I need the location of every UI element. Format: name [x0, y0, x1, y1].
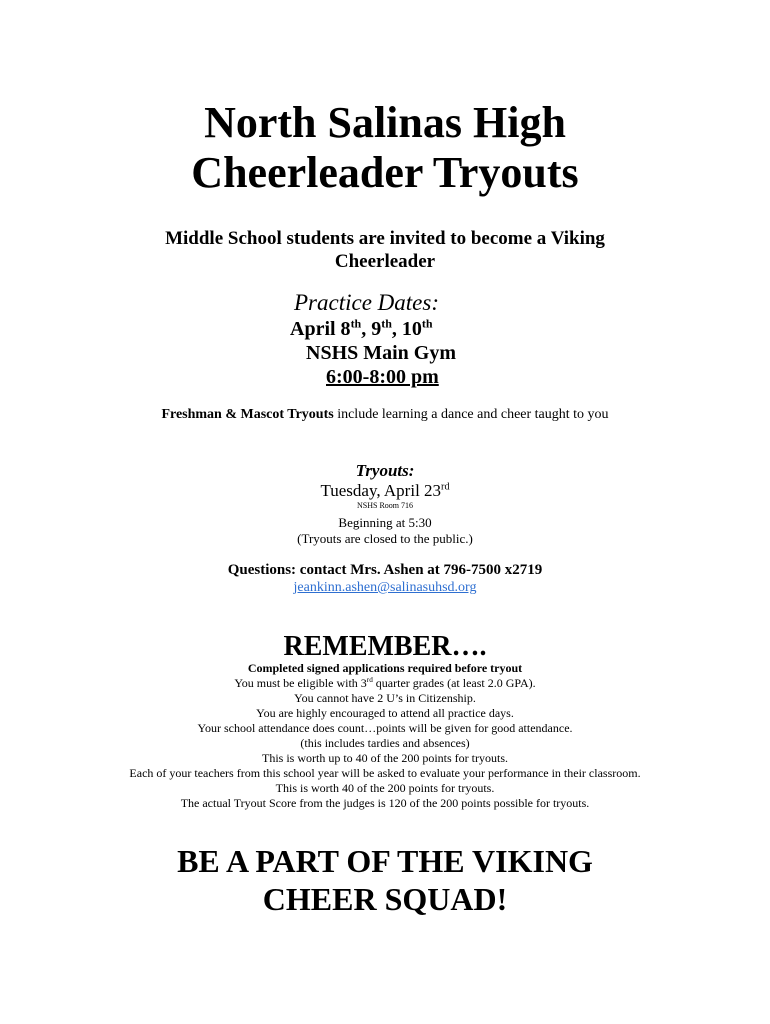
contact-email-link[interactable]: jeankinn.ashen@salinasuhsd.org: [293, 580, 477, 595]
remember-heading: REMEMBER….: [283, 631, 487, 662]
list-item: You cannot have 2 U’s in Citizenship.: [294, 691, 476, 705]
date-9: , 9: [361, 318, 382, 340]
invitation-line-1: Middle School students are invited to become a Viking: [165, 228, 605, 249]
remember-subheading: Completed signed applications required before tryout: [247, 661, 523, 675]
practice-dates-block: [290, 289, 510, 389]
contact-email-line: [0, 579, 770, 597]
date-ordinal-10: th: [421, 316, 433, 331]
tryout-start-time: Beginning at 5:30: [338, 515, 432, 530]
date-ordinal-9: th: [381, 316, 392, 331]
tryout-date-text: Tuesday, April 23: [320, 481, 442, 500]
list-item: Your school attendance does count…points will be given for good attendance.: [197, 721, 573, 735]
page-title: [0, 98, 770, 198]
title-line-1: North Salinas High: [204, 98, 566, 147]
tryouts-label: Tryouts:: [355, 461, 415, 480]
practice-dates-list: [290, 317, 510, 341]
contact-questions: Questions: contact Mrs. Ashen at 796-7500 x2719: [227, 562, 543, 578]
closing-slogan-line-2: CHEER SQUAD!: [262, 881, 508, 917]
eligibility-ordinal: rd: [366, 676, 373, 684]
freshman-mascot-label: Freshman & Mascot Tryouts: [161, 407, 334, 422]
date-april-8: April 8: [290, 318, 351, 340]
practice-time: 6:00-8:00 pm: [326, 366, 439, 388]
list-item: [0, 676, 770, 691]
list-item: The actual Tryout Score from the judges is 120 of the 200 points possible for tryouts.: [180, 796, 590, 810]
date-ordinal-8: th: [350, 316, 362, 331]
practice-dates-label: Practice Dates:: [294, 290, 439, 315]
tryout-date: [0, 481, 770, 501]
closing-slogan: [0, 842, 770, 918]
closing-slogan-line-1: BE A PART OF THE VIKING: [177, 843, 593, 879]
list-item: (this includes tardies and absences): [300, 736, 470, 750]
list-item: Each of your teachers from this school year will be asked to evaluate your performance in their classroom.: [129, 766, 641, 780]
invitation-text: [0, 227, 770, 273]
invitation-line-2: Cheerleader: [334, 251, 436, 272]
eligibility-text-pre: You must be eligible with 3: [234, 676, 367, 690]
list-item: This is worth up to 40 of the 200 points for tryouts.: [262, 751, 508, 765]
tryout-room: NSHS Room 716: [356, 501, 413, 510]
tryout-date-ordinal: rd: [441, 481, 450, 493]
eligibility-text-post: quarter grades (at least 2.0 GPA).: [372, 676, 536, 690]
tryout-closed-note: (Tryouts are closed to the public.): [297, 531, 473, 546]
list-item: This is worth 40 of the 200 points for tryouts.: [275, 781, 495, 795]
date-10: , 10: [391, 318, 422, 340]
freshman-mascot-description: include learning a dance and cheer taught to you: [333, 407, 609, 422]
list-item: You are highly encouraged to attend all practice days.: [256, 706, 514, 720]
title-line-2: Cheerleader Tryouts: [191, 148, 579, 197]
freshman-mascot-note: [0, 406, 770, 424]
remember-list: [0, 676, 770, 811]
practice-location: NSHS Main Gym: [306, 342, 457, 364]
